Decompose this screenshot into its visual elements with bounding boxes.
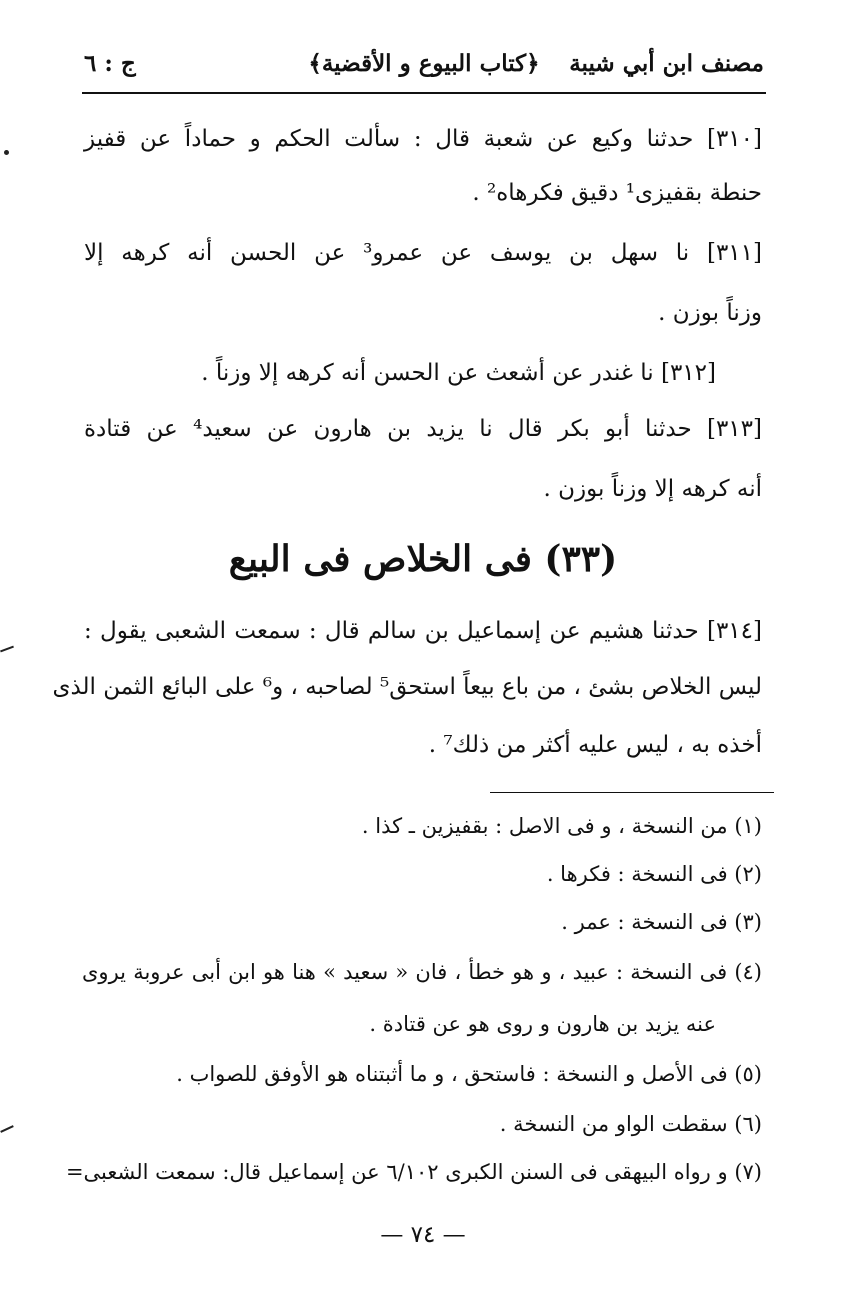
volume-page-label: ج : ٦: [84, 50, 136, 77]
footnote-2: (٢) فى النسخة : فكرها .: [546, 862, 762, 886]
entry-312-line-1: [٣١٢] نا غندر عن أشعث عن الحسن أنه كرهه إلا وزناً .: [201, 360, 716, 386]
footnote-1: (١) من النسخة ، و فى الاصل : بقفيزين ـ كذا .: [361, 814, 762, 838]
entry-311-line-2: وزناً بوزن .: [658, 300, 762, 326]
entry-314-line-3: أخذه به ، ليس عليه أكثر من ذلك⁷ .: [428, 732, 762, 758]
footnote-7: (٧) و رواه البيهقى فى السنن الكبرى ٦/١٠٢ عن إسماعيل قال: سمعت الشعبى=: [65, 1160, 762, 1184]
page-number: — ٧٤ —: [380, 1222, 466, 1248]
section-title: ﴿كتاب البيوع و الأقضية﴾: [308, 50, 540, 77]
entry-314-line-2: ليس الخلاص بشئ ، من باع بيعاً استحق⁵ لصاحبه ، و⁶ على البائع الثمن الذى: [52, 674, 762, 700]
entry-311-line-1: [٣١١] نا سهل بن يوسف عن عمرو³ عن الحسن أنه كرهه إلا: [84, 240, 762, 266]
footnote-4-continuation: عنه يزيد بن هارون و روى هو عن قتادة .: [369, 1012, 716, 1036]
entry-310-line-1: [٣١٠] حدثنا وكيع عن شعبة قال : سألت الحكم و حماداً عن قفيز: [84, 126, 762, 152]
scan-mark: [0, 646, 14, 653]
entry-314-line-1: [٣١٤] حدثنا هشيم عن إسماعيل بن سالم قال : سمعت الشعبى يقول :: [84, 618, 762, 644]
entry-313-line-2: أنه كرهه إلا وزناً بوزن .: [543, 476, 762, 502]
footnote-rule: [490, 792, 774, 793]
footnote-3: (٣) فى النسخة : عمر .: [561, 910, 762, 934]
footnote-6: (٦) سقطت الواو من النسخة .: [499, 1112, 762, 1136]
footnote-4: (٤) فى النسخة : عبيد ، و هو خطأ ، فان « سعيد » هنا هو ابن أبى عروبة يروى: [82, 960, 762, 984]
footnote-5: (٥) فى الأصل و النسخة : فاستحق ، و ما أثبتناه هو الأوفق للصواب .: [176, 1062, 762, 1086]
chapter-heading: (٣٣) فى الخلاص فى البيع: [228, 538, 618, 580]
scan-mark: [4, 150, 9, 155]
page-header: [84, 40, 764, 84]
header-rule: [82, 92, 766, 94]
book-title: مصنف ابن أبي شيبة: [569, 50, 764, 77]
scan-mark: [0, 1125, 14, 1133]
entry-313-line-1: [٣١٣] حدثنا أبو بكر قال نا يزيد بن هارون عن سعيد⁴ عن قتادة: [84, 416, 762, 442]
entry-310-line-2: حنطة بقفيزى¹ دقيق فكرهاه² .: [472, 180, 762, 206]
